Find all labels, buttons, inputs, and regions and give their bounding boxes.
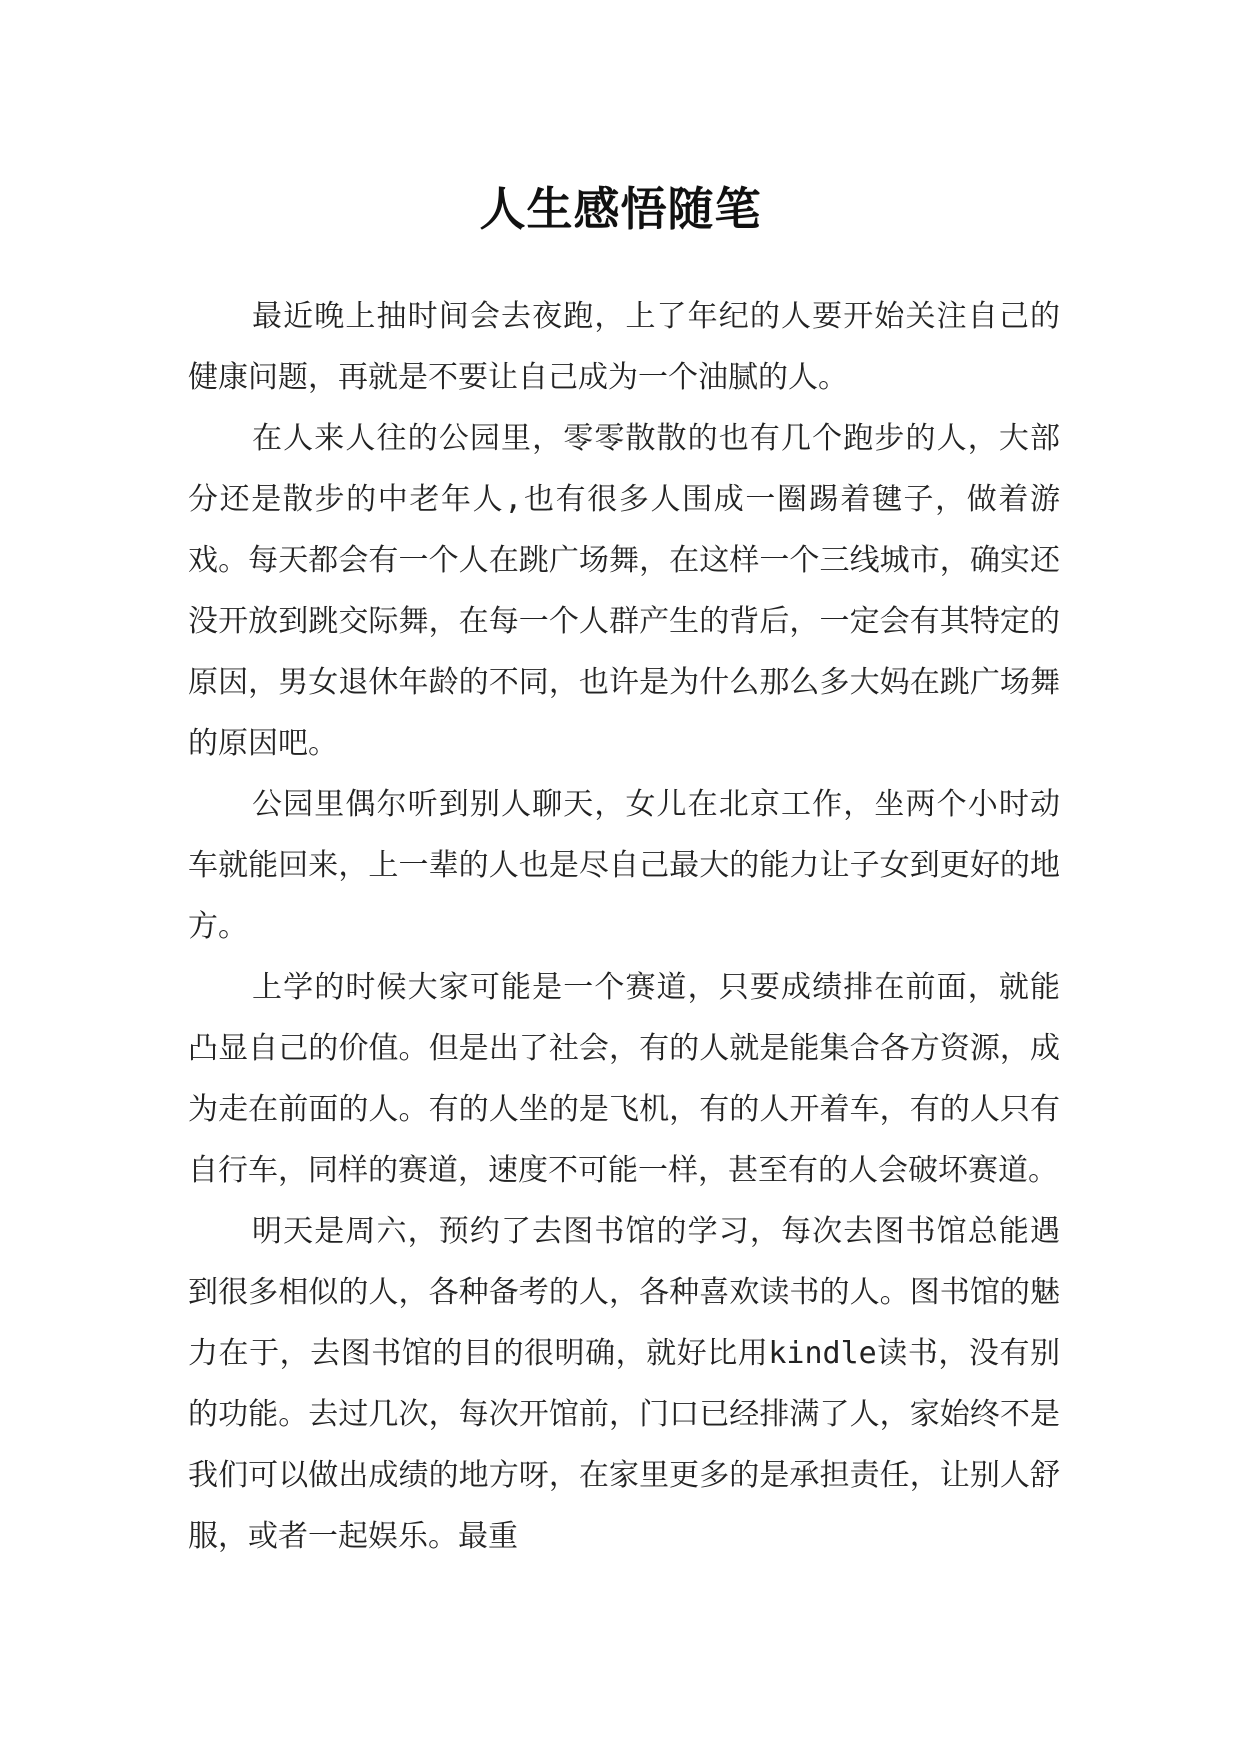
- page-title: 人生感悟随笔: [479, 181, 762, 236]
- paragraph: 上学的时候大家可能是一个赛道，只要成绩排在前面，就能凸显自己的价值。但是出了社会，有的人就是能集合各方资源，成为走在前面的人。有的人坐的是飞机，有的人开着车，有的人只有自行车，同样的赛道，速度不可能一样，甚至有的人会破坏赛道。: [188, 970, 1060, 1188]
- paragraph: 最近晚上抽时间会去夜跑，上了年纪的人要开始关注自己的健康问题，再就是不要让自己成为一个油腻的人。: [188, 299, 1060, 395]
- document-body: [188, 286, 1060, 1567]
- paragraph: 明天是周六，预约了去图书馆的学习，每次去图书馆总能遇到很多相似的人，各种备考的人，各种喜欢读书的人。图书馆的魅力在于，去图书馆的目的很明确，就好比用kindle读书，没有别的功能。去过几次，每次开馆前，门口已经排满了人，家始终不是我们可以做出成绩的地方呀，在家里更多的是承担责任，让别人舒服，或者一起娱乐。最重: [188, 1214, 1060, 1554]
- paragraph: 在人来人往的公园里，零零散散的也有几个跑步的人，大部分还是散步的中老年人,也有很多人围成一圈踢着毽子，做着游戏。每天都会有一个人在跳广场舞，在这样一个三线城市，确实还没开放到跳交际舞，在每一个人群产生的背后，一定会有其特定的原因，男女退休年龄的不同，也许是为什么那么多大妈在跳广场舞的原因吧。: [188, 421, 1060, 761]
- paragraph: 公园里偶尔听到别人聊天，女儿在北京工作，坐两个小时动车就能回来，上一辈的人也是尽自己最大的能力让子女到更好的地方。: [188, 787, 1060, 944]
